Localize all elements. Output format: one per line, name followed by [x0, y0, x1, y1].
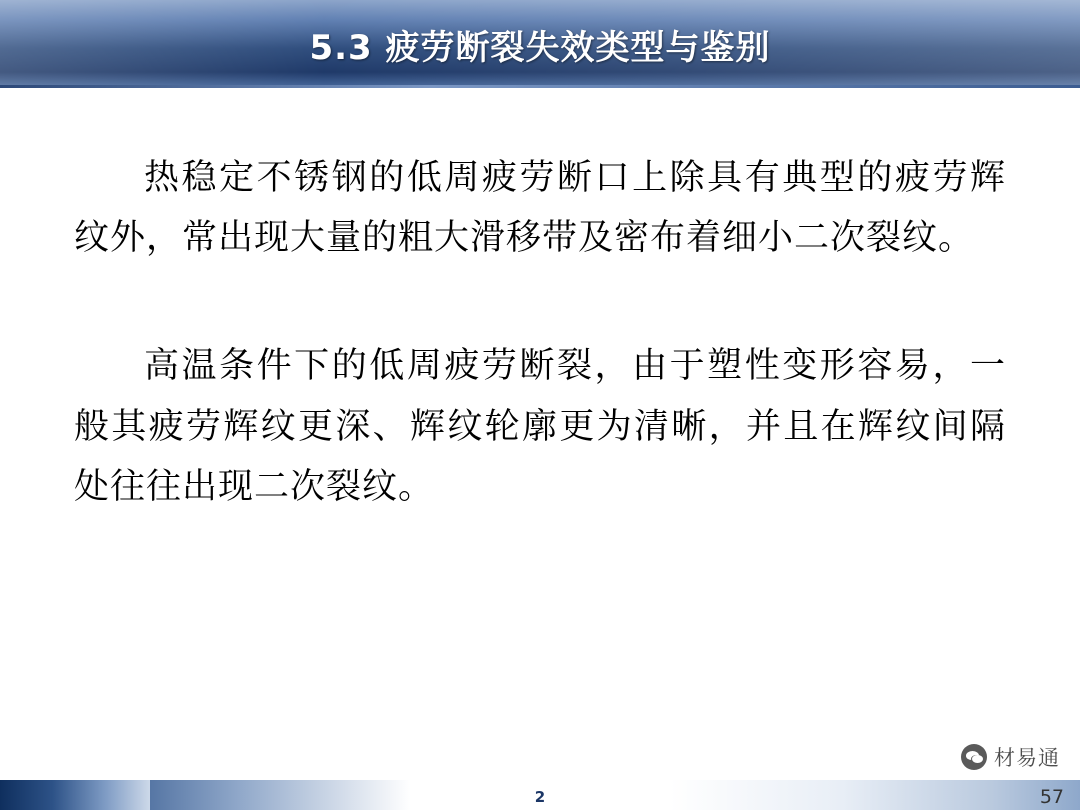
watermark-text: 材易通 [994, 746, 1060, 770]
wechat-icon [961, 744, 987, 770]
page-title: 5.3 疲劳断裂失效类型与鉴别 [309, 27, 771, 68]
body-paragraph-1: 热稳定不锈钢的低周疲劳断口上除具有典型的疲劳辉纹外，常出现大量的粗大滑移带及密布着细小二次裂纹。 [74, 158, 1006, 259]
slide-footer-bar [0, 780, 1080, 810]
slide-title-bar [0, 0, 1080, 88]
slide-body [0, 88, 1080, 780]
page-number-right: 57 [1039, 786, 1064, 808]
body-paragraph-2: 高温条件下的低周疲劳断裂，由于塑性变形容易，一般其疲劳辉纹更深、辉纹轮廓更为清晰，并且在辉纹间隔处往往出现二次裂纹。 [74, 346, 1006, 507]
watermark [961, 742, 1060, 772]
page-number-center: 2 [534, 788, 546, 806]
